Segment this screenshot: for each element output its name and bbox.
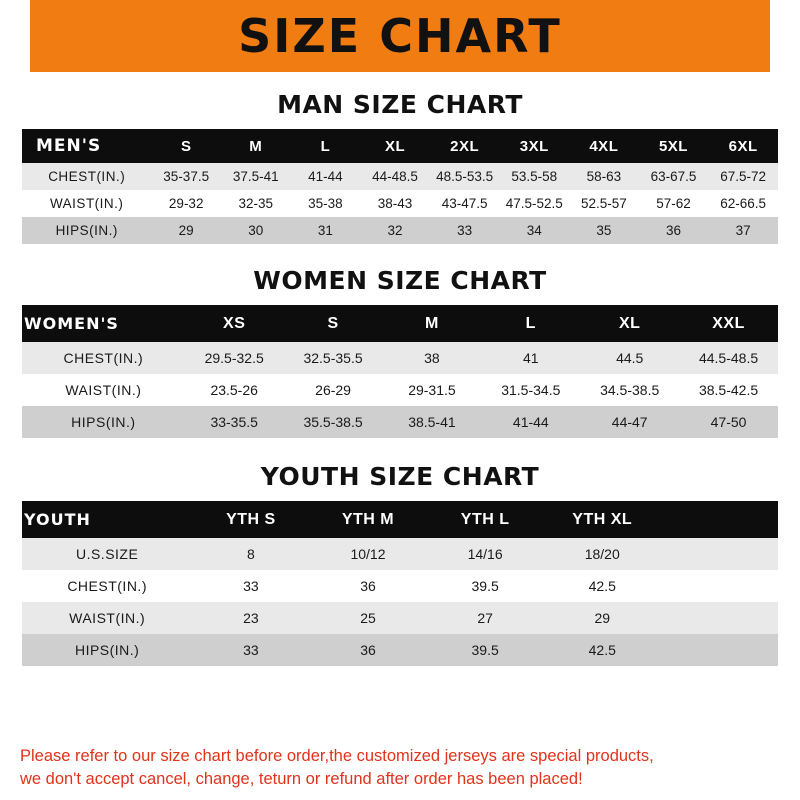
cell: 44-48.5 xyxy=(372,169,418,184)
cell: 34.5-38.5 xyxy=(600,382,660,398)
cell xyxy=(661,634,778,666)
col-header-yth-s: YTH S xyxy=(226,510,276,528)
col-header-yth-m: YTH M xyxy=(341,510,395,528)
cell: 30 xyxy=(248,223,264,238)
table-row xyxy=(22,570,778,602)
cell: 38.5-42.5 xyxy=(698,382,759,398)
table-row xyxy=(22,406,778,438)
section-title-man: MAN SIZE CHART xyxy=(277,90,523,119)
cell: 31 xyxy=(317,223,333,238)
table-row xyxy=(22,217,778,244)
cell: 34 xyxy=(526,223,542,238)
col-header-xxl: XXL xyxy=(712,314,745,332)
section-man xyxy=(22,90,778,244)
col-header-yth-xl: YTH XL xyxy=(572,510,633,528)
cell: 38.5-41 xyxy=(408,414,456,430)
col-header-s: S xyxy=(180,137,192,155)
section-youth xyxy=(22,462,778,666)
table-row xyxy=(22,190,778,217)
footer-note-line2: we don't accept cancel, change, teturn or refund after order has been placed! xyxy=(20,769,583,788)
table-row xyxy=(22,374,778,406)
row-label-hips: HIPS(IN.) xyxy=(71,414,136,430)
header-banner xyxy=(0,0,800,72)
cell: 36 xyxy=(360,642,376,658)
cell: 29.5-32.5 xyxy=(204,350,264,366)
row-label-chest: CHEST(IN.) xyxy=(48,169,126,184)
col-header-xs: XS xyxy=(223,314,246,332)
cell: 32.5-35.5 xyxy=(303,350,363,366)
cell: 29 xyxy=(594,610,611,626)
col-header-l: L xyxy=(320,137,331,155)
cell: 35 xyxy=(596,223,612,238)
cell xyxy=(661,570,778,602)
cell: 35-37.5 xyxy=(163,169,210,184)
col-header-6xl: 6XL xyxy=(728,137,758,155)
col-header-5xl: 5XL xyxy=(658,137,688,155)
cell: 42.5 xyxy=(588,642,616,658)
cell: 67.5-72 xyxy=(720,169,767,184)
table-youth xyxy=(22,501,778,666)
table-row xyxy=(22,342,778,374)
cell xyxy=(661,538,778,570)
cell: 43-47.5 xyxy=(441,196,488,211)
cell xyxy=(661,602,778,634)
table-women xyxy=(22,305,778,438)
cell: 35.5-38.5 xyxy=(303,414,363,430)
row-label-waist: WAIST(IN.) xyxy=(49,196,124,211)
table-row xyxy=(22,501,778,538)
footer-note xyxy=(0,733,800,800)
cell: 29-31.5 xyxy=(408,382,456,398)
footer-note-line1: Please refer to our size chart before order,the customized jerseys are special products, xyxy=(20,747,654,766)
cell: 58-63 xyxy=(586,169,622,184)
cell: 29-32 xyxy=(168,196,204,211)
col-header-empty xyxy=(661,501,778,538)
cell: 25 xyxy=(360,610,376,626)
cell: 48.5-53.5 xyxy=(436,169,494,184)
col-header-label: MEN'S xyxy=(36,136,102,156)
cell: 18/20 xyxy=(584,546,620,562)
cell: 29 xyxy=(178,223,194,238)
table-row xyxy=(22,305,778,342)
table-row xyxy=(22,634,778,666)
cell: 33 xyxy=(457,223,473,238)
cell: 47.5-52.5 xyxy=(505,196,563,211)
cell: 33-35.5 xyxy=(210,414,258,430)
cell: 37 xyxy=(735,223,751,238)
table-youth-head xyxy=(22,501,778,538)
table-row xyxy=(22,602,778,634)
col-header-label: WOMEN'S xyxy=(24,314,119,333)
row-label-waist: WAIST(IN.) xyxy=(65,382,142,398)
col-header-s: S xyxy=(327,314,339,332)
col-header-yth-l: YTH L xyxy=(460,510,510,528)
col-header-2xl: 2XL xyxy=(450,137,480,155)
cell: 44.5-48.5 xyxy=(698,350,759,366)
cell: 39.5 xyxy=(471,642,499,658)
col-header-m: M xyxy=(249,137,263,155)
cell: 35-38 xyxy=(308,196,343,211)
section-women xyxy=(22,266,778,438)
col-header-xl: XL xyxy=(618,314,641,332)
cell: 33 xyxy=(243,578,259,594)
section-title-youth: YOUTH SIZE CHART xyxy=(260,462,540,491)
cell: 10/12 xyxy=(350,546,386,562)
cell: 47-50 xyxy=(710,414,747,430)
cell: 41-44 xyxy=(308,169,343,184)
table-youth-body xyxy=(22,538,778,666)
cell: 52.5-57 xyxy=(580,196,627,211)
row-label-hips: HIPS(IN.) xyxy=(74,642,140,658)
cell: 44.5 xyxy=(616,350,644,366)
cell: 32 xyxy=(387,223,403,238)
cell: 42.5 xyxy=(588,578,616,594)
col-header-label: YOUTH xyxy=(24,510,91,529)
cell: 33 xyxy=(243,642,259,658)
cell: 23.5-26 xyxy=(210,382,258,398)
cell: 26-29 xyxy=(315,382,351,398)
chart-content xyxy=(0,72,800,733)
col-header-4xl: 4XL xyxy=(589,137,619,155)
row-label-chest: CHEST(IN.) xyxy=(63,350,144,366)
cell: 8 xyxy=(246,546,255,562)
cell: 62-66.5 xyxy=(720,196,767,211)
col-header-m: M xyxy=(425,314,439,332)
row-label-chest: CHEST(IN.) xyxy=(67,578,147,594)
row-label-us-size: U.S.SIZE xyxy=(75,546,139,562)
col-header-l: L xyxy=(525,314,536,332)
cell: 37.5-41 xyxy=(232,169,279,184)
table-women-head xyxy=(22,305,778,342)
col-header-xl: XL xyxy=(384,137,406,155)
cell: 53.5-58 xyxy=(511,169,558,184)
cell: 23 xyxy=(243,610,259,626)
cell: 44-47 xyxy=(611,414,648,430)
table-man-body xyxy=(22,163,778,244)
row-label-waist: WAIST(IN.) xyxy=(69,610,146,626)
cell: 27 xyxy=(477,610,493,626)
col-header-3xl: 3XL xyxy=(519,137,549,155)
cell: 63-67.5 xyxy=(650,169,697,184)
cell: 36 xyxy=(360,578,376,594)
row-label-hips: HIPS(IN.) xyxy=(55,223,118,238)
section-title-women: WOMEN SIZE CHART xyxy=(253,266,547,295)
cell: 32-35 xyxy=(238,196,274,211)
cell: 41-44 xyxy=(512,414,549,430)
table-row xyxy=(22,538,778,570)
table-row xyxy=(22,163,778,190)
page-title: SIZE CHART xyxy=(238,9,562,63)
cell: 31.5-34.5 xyxy=(501,382,561,398)
cell: 41 xyxy=(523,350,539,366)
cell: 38 xyxy=(424,350,440,366)
cell: 39.5 xyxy=(471,578,499,594)
cell: 14/16 xyxy=(467,546,503,562)
table-row xyxy=(22,129,778,163)
table-women-body xyxy=(22,342,778,438)
table-man xyxy=(22,129,778,244)
table-man-head xyxy=(22,129,778,163)
cell: 57-62 xyxy=(656,196,691,211)
cell: 36 xyxy=(665,223,681,238)
cell: 38-43 xyxy=(377,196,413,211)
